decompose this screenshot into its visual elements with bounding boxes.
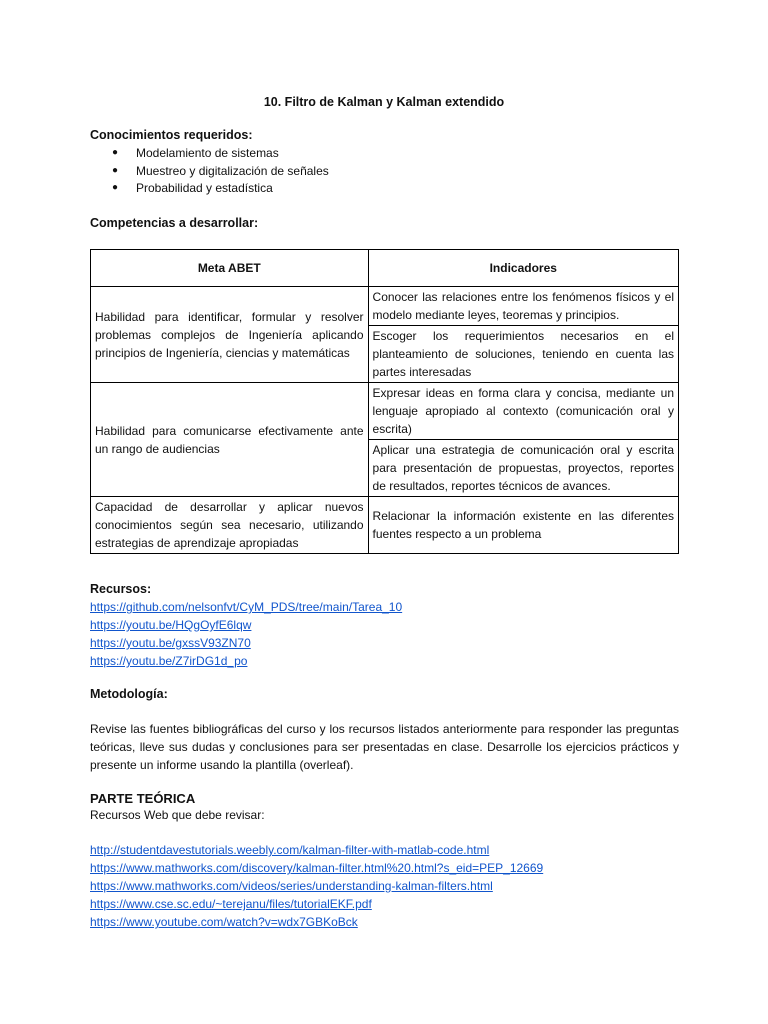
recursos-heading: Recursos: (90, 582, 152, 596)
bullet-icon: ● (112, 147, 119, 158)
column-header-indicadores: Indicadores (368, 250, 678, 287)
meta-cell: Capacidad de desarrollar y aplicar nuevos conocimientos según sea necesario, utilizando estrategias de aprendizaje apropiadas (91, 497, 369, 554)
indicator-cell: Relacionar la información existente en las diferentes fuentes respecto a un problema (368, 497, 678, 554)
prereq-heading: Conocimientos requeridos: (90, 128, 253, 142)
indicator-cell: Expresar ideas en forma clara y concisa, mediante un lenguaje apropiado al contexto (comunicación oral y escrita) (368, 383, 678, 440)
resource-link[interactable]: https://youtu.be/Z7irDG1d_po (90, 654, 248, 668)
prereq-list (90, 144, 329, 197)
resource-link[interactable]: https://github.com/nelsonfvt/CyM_PDS/tree/main/Tarea_10 (90, 600, 403, 614)
web-resource-link[interactable]: https://www.mathworks.com/videos/series/understanding-kalman-filters.html (90, 879, 493, 893)
resource-link[interactable]: https://youtu.be/HQgOyfE6lqw (90, 618, 252, 632)
meta-cell: Habilidad para comunicarse efectivamente ante un rango de audiencias (91, 383, 369, 497)
web-resource-link[interactable]: https://www.mathworks.com/discovery/kalman-filter.html%20.html?s_eid=PEP_12669 (90, 861, 544, 875)
table-header-row (91, 250, 679, 287)
metodologia-heading: Metodología: (90, 687, 168, 701)
indicator-cell: Conocer las relaciones entre los fenómenos físicos y el modelo mediante leyes, teoremas y principios. (368, 287, 678, 326)
resource-link[interactable]: https://youtu.be/gxssV93ZN70 (90, 636, 251, 650)
list-item (90, 179, 329, 197)
table-row (91, 287, 679, 326)
table-row (91, 383, 679, 440)
meta-cell: Habilidad para identificar, formular y resolver problemas complejos de Ingeniería aplicando principios de Ingeniería, ciencias y matemáticas (91, 287, 369, 383)
recursos-links (90, 598, 402, 670)
prereq-item-label: Modelamiento de sistemas (136, 146, 279, 160)
competencias-table (90, 249, 679, 554)
prereq-item-label: Muestreo y digitalización de señales (136, 163, 329, 178)
web-resource-link[interactable]: https://www.cse.sc.edu/~terejanu/files/tutorialEKF.pdf (90, 897, 372, 911)
table-row (91, 497, 679, 554)
web-links (90, 841, 543, 931)
list-item (90, 144, 329, 162)
web-resource-link[interactable]: https://www.youtube.com/watch?v=wdx7GBKoBck (90, 915, 358, 929)
parte-teorica-heading: PARTE TEÓRICA (90, 791, 196, 806)
column-header-meta: Meta ABET (91, 250, 369, 287)
list-item (90, 162, 329, 180)
bullet-icon: ● (112, 182, 119, 193)
competencias-heading: Competencias a desarrollar: (90, 216, 259, 230)
bullet-icon: ● (112, 164, 119, 176)
prereq-item-label: Probabilidad y estadística (136, 181, 273, 195)
web-resource-link[interactable]: http://studentdavestutorials.weebly.com/kalman-filter-with-matlab-code.html (90, 843, 490, 857)
indicator-cell: Escoger los requerimientos necesarios en el planteamiento de soluciones, teniendo en cuenta las partes interesadas (368, 326, 678, 383)
document-title: 10. Filtro de Kalman y Kalman extendido (263, 95, 505, 109)
metodologia-paragraph: Revise las fuentes bibliográficas del curso y los recursos listados anteriormente para responder las preguntas teóricas, lleve sus dudas y conclusiones para ser presentadas en clase. Desarrolle los ejercicios prácticos y presente un informe usando la plantilla (overleaf). (90, 722, 679, 772)
web-resources-label: Recursos Web que debe revisar: (90, 808, 265, 822)
indicator-cell: Aplicar una estrategia de comunicación oral y escrita para presentación de propuestas, proyectos, reportes de resultados, reportes técnicos de avances. (368, 440, 678, 497)
